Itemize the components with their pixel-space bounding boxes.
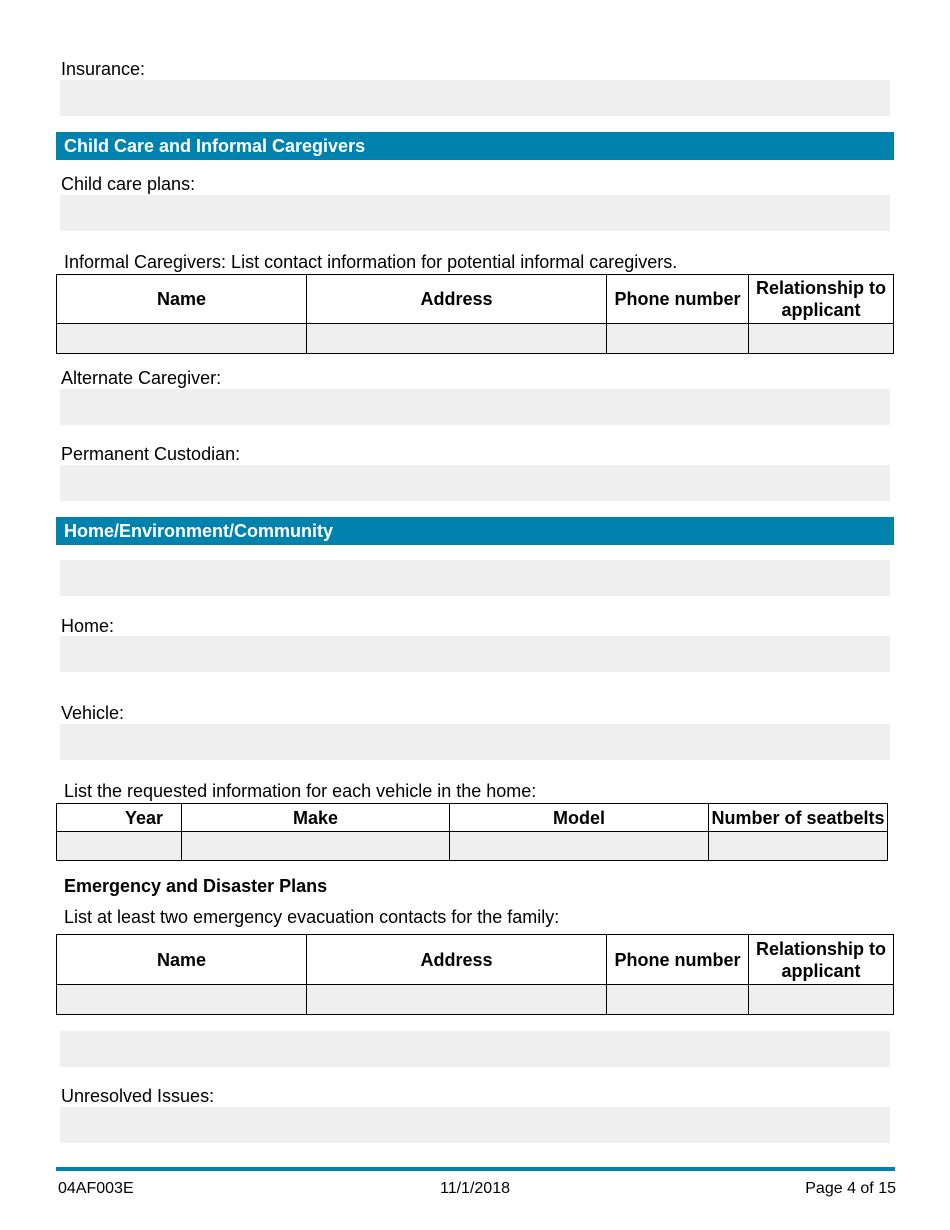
emergency-contacts-intro: List at least two emergency evacuation contacts for the family: [64,907,560,927]
caregiver-phone-cell[interactable] [607,324,749,354]
vehicle-label: Vehicle: [61,703,125,723]
vehicle-header-seatbelts: Number of seatbelts [709,804,888,832]
contacts-header-phone: Phone number [607,935,749,985]
vehicle-year-cell[interactable] [57,832,182,861]
vehicle-seatbelts-cell[interactable] [709,832,888,861]
footer-date: 11/1/2018 [440,1180,510,1197]
home-label: Home: [61,616,115,636]
permanent-custodian-field[interactable] [60,465,890,501]
unresolved-issues-label: Unresolved Issues: [61,1086,215,1106]
informal-caregivers-intro: Informal Caregivers: List contact information for potential informal caregivers. [64,252,678,272]
vehicle-intro: List the requested information for each vehicle in the home: [64,781,537,801]
emergency-contacts-table [56,934,894,1015]
contacts-header-address: Address [307,935,607,985]
vehicle-header-model: Model [450,804,709,832]
table-row [57,985,894,1015]
caregiver-address-cell[interactable] [307,324,607,354]
footer-divider [56,1167,895,1171]
caregivers-header-phone: Phone number [607,275,749,324]
footer-form-id: 04AF003E [58,1180,134,1197]
vehicle-header-year: Year [57,804,182,832]
insurance-label: Insurance: [61,59,146,79]
vehicle-table [56,803,888,861]
emergency-plans-field[interactable] [60,1031,890,1067]
contact-relationship-cell[interactable] [749,985,894,1015]
caregiver-relationship-cell[interactable] [749,324,894,354]
footer-page-number: Page 4 of 15 [805,1180,896,1197]
caregivers-header-name: Name [57,275,307,324]
contact-name-cell[interactable] [57,985,307,1015]
alternate-caregiver-label: Alternate Caregiver: [61,368,222,388]
table-row [57,324,894,354]
caregiver-name-cell[interactable] [57,324,307,354]
contacts-header-relationship: Relationship to applicant [749,935,894,985]
child-care-plans-field[interactable] [60,195,890,231]
caregivers-header-address: Address [307,275,607,324]
home-field[interactable] [60,636,890,672]
insurance-field[interactable] [60,80,890,116]
child-care-section-header: Child Care and Informal Caregivers [56,132,894,160]
caregivers-header-relationship: Relationship to applicant [749,275,894,324]
vehicle-header-make: Make [182,804,450,832]
alternate-caregiver-field[interactable] [60,389,890,425]
child-care-plans-label: Child care plans: [61,174,196,194]
vehicle-make-cell[interactable] [182,832,450,861]
home-section-header: Home/Environment/Community [56,517,894,545]
vehicle-field[interactable] [60,724,890,760]
emergency-section-title: Emergency and Disaster Plans [64,876,328,896]
home-environment-field[interactable] [60,560,890,596]
vehicle-model-cell[interactable] [450,832,709,861]
contact-address-cell[interactable] [307,985,607,1015]
permanent-custodian-label: Permanent Custodian: [61,444,241,464]
table-row [57,832,888,861]
unresolved-issues-field[interactable] [60,1107,890,1143]
contact-phone-cell[interactable] [607,985,749,1015]
informal-caregivers-table [56,274,894,354]
contacts-header-name: Name [57,935,307,985]
